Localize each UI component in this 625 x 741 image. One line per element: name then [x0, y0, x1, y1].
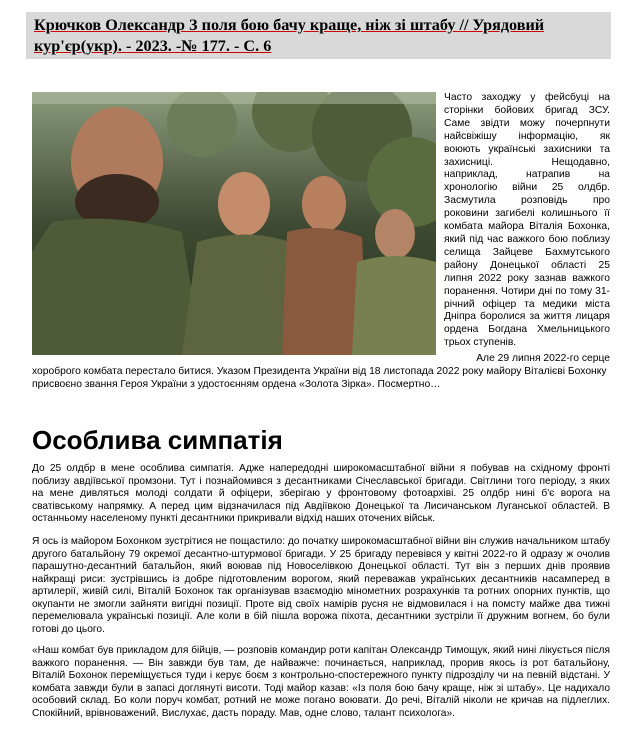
paragraph-2: Я ось із майором Бохонком зустрітися не пощастило: до початку широкомасштабної війни він служив начальником штабу другого батальйону 79 окремої десантно-штурмової бригади. У 25 бригаду перевівся у квітні 2022-го й одразу ж очолив парашутно-десантний батальйон, який воював під Новоселівкою Донецької області. Тут він з перших днів проявив найкращі риси: зустрівшись із добре підготовленим ворогом, який переважав українських десантників насамперед в артилерії, живій силі, Віталій Бохонок так організував взаємодію мінометних розрахунків та ротних опорних пунктів, що окупанти не змогли зайняти вигідні позиції. Проте від своїх намірів русня не відмовилася і на помсту майже два тижні перемелювала українські позиції. Але коли в бій пішла ворожа піхота, десантники зустріли її дружним вогнем, бо були готові до цього. — [32, 536, 610, 635]
intro-under-rest: хороброго комбата перестало битися. Указом Президента України від 18 листопада 2022 року майору Віталієві Бохонку присвоєно звання Героя України з удостоєнням ордена «Золота Зірка». Посмертно… — [32, 365, 607, 390]
soldiers-photo — [32, 92, 436, 355]
article-citation: Крючков Олександр З поля бою бачу краще, ніж зі штабу // Урядовий кур'єр(укр). - 2023. -№ 177. - С. 6 — [26, 12, 611, 59]
section-heading: Особлива симпатія — [32, 425, 283, 455]
paragraph-1: До 25 олдбр в мене особлива симпатія. Адже напередодні широкомасштабної війни я побував на східному фронті поблизу авдіївської промзони. Тут і познайомився з десантниками Січеславської бригади. Світлини того періоду, з яких на мене дивляться молоді солдати й офіцери, зберігаю у фронтовому фотоархіві. 25 олдбр нині б'є ворога на сватівському напрямку. А перед цим відзначилася під Авдіївкою Донецької та Лисичанськом Луганської областей. В останньому населеному пункті десантники прикривали відхід наших оточених військ. — [32, 463, 610, 525]
paragraph-3: «Наш комбат був прикладом для бійців, — розповів командир роти капітан Олександр Тимощук, який нині лікується після важкого поранення. — Він завжди був там, де найважче: починається, наприклад, прорив якось із рот батальйону, Віталій Бохонок переміщується туди і керує боєм з контрольно-спостережного пункту підрозділу чи на певній відстані. У комбата завжди були в запасі доглянуті висоти. Тоді майор казав: «Із поля бою бачу краще, ніж зі штабу». Це надихало особовий склад. Бо коли поруч комбат, ротний не може погано воювати. До речі, Віталій ніколи не кричав на підлеглих. Спокійний, врівноважений. Вислухає, дасть пораду. Мав, одне слово, талант психолога». — [32, 645, 610, 719]
intro-side-text: Часто заходжу у фейсбуці на сторінки бойових бригад ЗСУ. Саме звідти можу почерпнути найсвіжішу інформацію, як воюють українські захисники та захисниці. Нещодавно, наприклад, натрапив на хронологію війни 25 олдбр. Засмутила розповідь про роковини загибелі колишнього її комбата майора Віталія Бохонка, який під час важкого бою поблизу селища Зайцеве Бахмутського району Донецької області 25 липня 2022 року зазнав важкого поранення. Чотири дні по тому 31-річний офіцер та медики міста Дніпра боролися за життя лицаря ордена Богдана Хмельницького трьох ступенів. — [444, 92, 610, 349]
intro-continued — [32, 353, 610, 392]
intro-under-first-line: Але 29 липня 2022-го серце — [476, 353, 610, 364]
